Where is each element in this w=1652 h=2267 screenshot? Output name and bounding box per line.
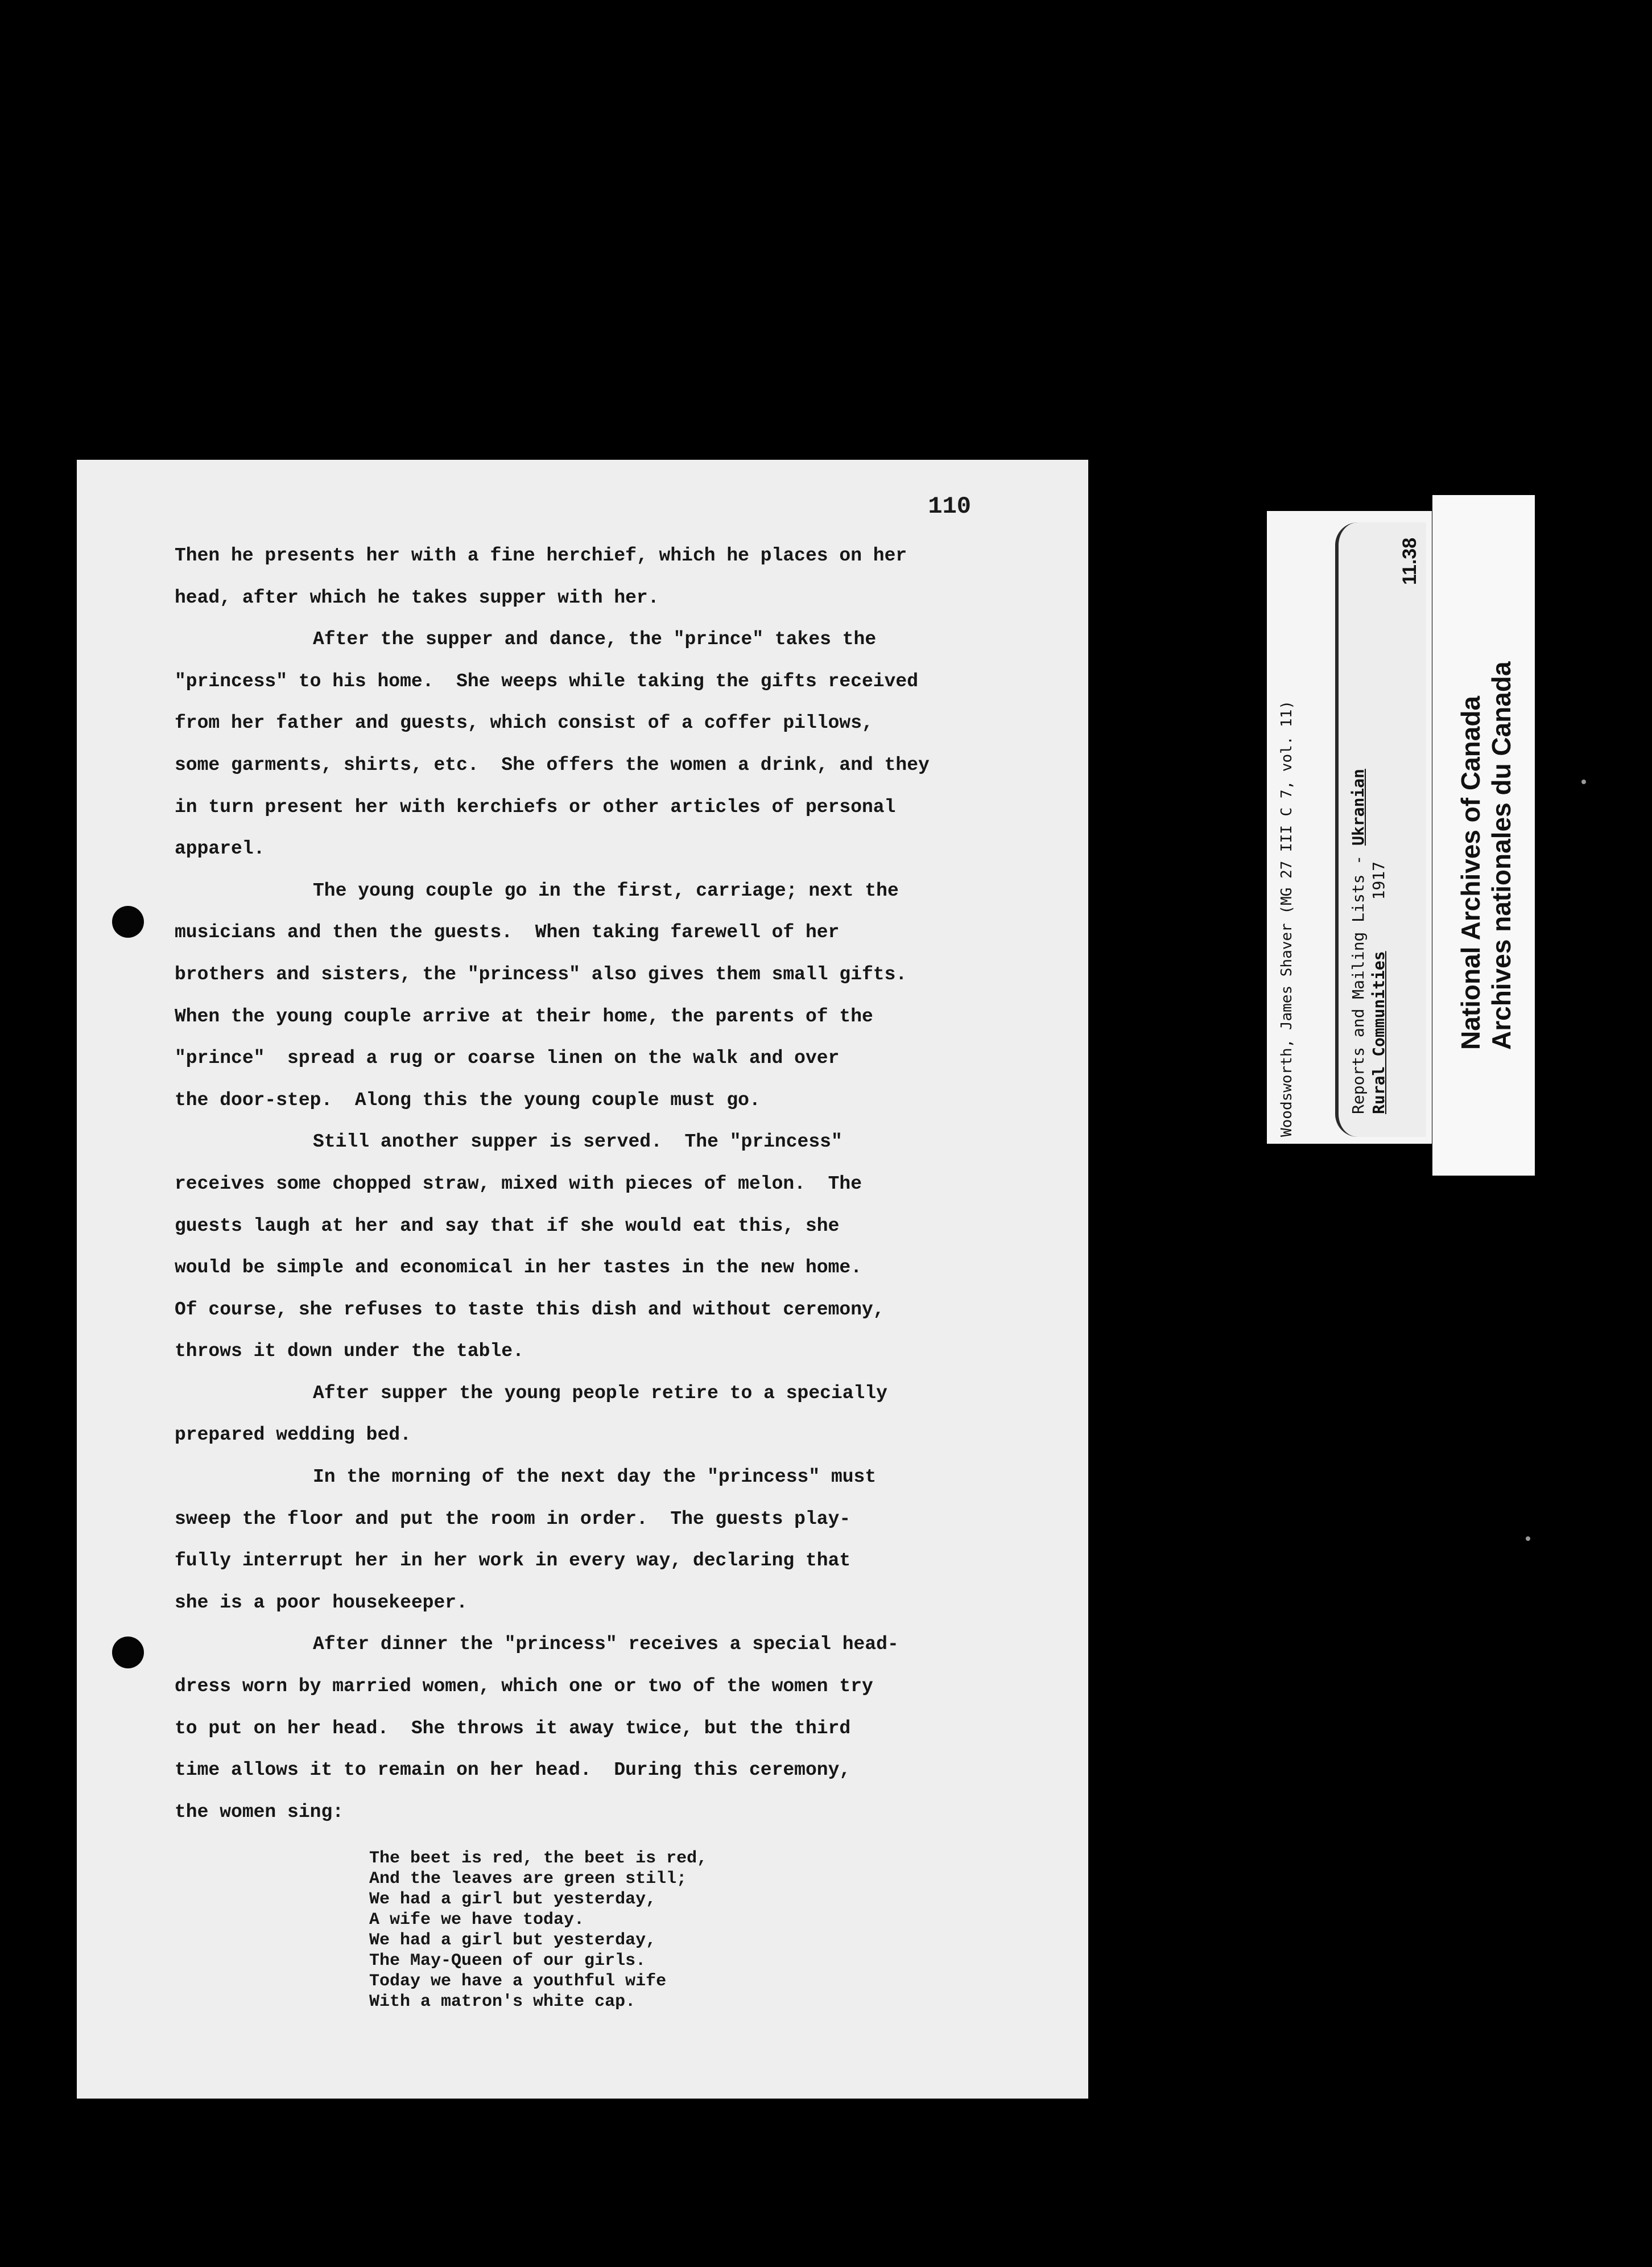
text-line: throws it down under the table. [175,1341,524,1362]
text-line: musicians and then the guests. When taking farewell of her [175,922,840,943]
page-number: 110 [928,493,971,520]
text-line: in turn present her with kerchiefs or other articles of personal [175,796,896,818]
text-line: After dinner the "princess" receives a special head- [313,1634,899,1655]
text-line: In the morning of the next day the "princess" must [313,1466,877,1488]
text-line: to put on her head. She throws it away twice, but the third [175,1717,851,1739]
text-line: brothers and sisters, the "princess" also gives them small gifts. [175,963,907,985]
song-verse [369,1848,707,2012]
text-line: apparel. [175,838,265,860]
dust-speck [1581,780,1586,784]
paragraph-1 [175,535,1011,619]
text-line: receives some chopped straw, mixed with pieces of melon. The [175,1173,862,1194]
dust-speck [1526,1536,1530,1541]
verse-line: The beet is red, the beet is red, [369,1849,708,1868]
text-line: Of course, she refuses to taste this dish and without ceremony, [175,1299,885,1320]
verse-line: With a matron's white cap. [369,1992,636,2012]
text-line: fully interrupt her in her work in every way, declaring that [175,1550,851,1572]
archive-label [1432,495,1535,1176]
punch-hole [112,906,144,938]
text-line: dress worn by married women, which one or two of the women try [175,1676,873,1697]
paragraph-6 [175,1456,1011,1623]
text-line: would be simple and economical in her tastes in the new home. [175,1257,862,1279]
catalogue-card [1267,511,1432,1144]
series-topic: Rural Communities [1369,951,1388,1114]
series-subject: Ukranian [1349,769,1368,846]
card-tab [1335,522,1426,1137]
text-line: "prince" spread a rug or coarse linen on the walk and over [175,1048,840,1069]
text-line: prepared wedding bed. [175,1424,411,1446]
text-line: head, after which he takes supper with her. [175,587,659,608]
text-line: the door-step. Along this the young couple must go. [175,1089,761,1111]
paragraph-2 [175,619,1011,870]
verse-line: Today we have a youthful wife [369,1972,667,1991]
series-title: Reports and Mailing Lists - [1349,845,1368,1114]
text-line: sweep the floor and put the room in order. The guests play- [175,1508,851,1530]
text-line: After supper the young people retire to a specially [313,1382,887,1404]
text-line: time allows it to remain on her head. During this ceremony, [175,1759,851,1781]
document-page [77,460,1088,2099]
item-number: 11.38 [1399,537,1420,585]
text-line: Still another supper is served. The "princess" [313,1131,842,1153]
text-line: When the young couple arrive at their home, the parents of the [175,1005,873,1027]
text-line: some garments, shirts, etc. She offers the women a drink, and they [175,754,930,776]
card-creator: Woodsworth, James Shaver (MG 27 III C 7, vol. 11) [1278,700,1295,1137]
paragraph-5 [175,1372,1011,1456]
paragraph-4 [175,1121,1011,1372]
archive-name-en: National Archives of Canada [1456,695,1485,1050]
verse-line: A wife we have today. [369,1910,585,1930]
text-line: from her father and guests, which consist of a coffer pillows, [175,712,873,734]
text-line: guests laugh at her and say that if she would eat this, she [175,1215,840,1236]
text-line: "princess" to his home. She weeps while taking the gifts received [175,670,919,692]
verse-line: We had a girl but yesterday, [369,1931,656,1950]
paragraph-3 [175,870,1011,1122]
paragraph-7 [175,1623,1011,1833]
archive-name-fr: Archives nationales du Canada [1486,661,1516,1050]
text-line: After the supper and dance, the "prince" takes the [313,629,877,650]
verse-line: The May-Queen of our girls. [369,1951,646,1971]
series-year: 1917 [1369,861,1388,900]
verse-line: We had a girl but yesterday, [369,1890,656,1909]
text-line: she is a poor housekeeper. [175,1592,468,1613]
card-series-line-2 [1369,862,1388,1114]
text-line: The young couple go in the first, carriage; next the [313,880,899,901]
card-series-line-1 [1349,769,1368,1114]
body-text [175,535,1011,1833]
text-line: the women sing: [175,1801,344,1823]
punch-hole [112,1637,144,1668]
text-line: Then he presents her with a fine herchief, which he places on her [175,545,907,566]
verse-line: And the leaves are green still; [369,1869,687,1889]
